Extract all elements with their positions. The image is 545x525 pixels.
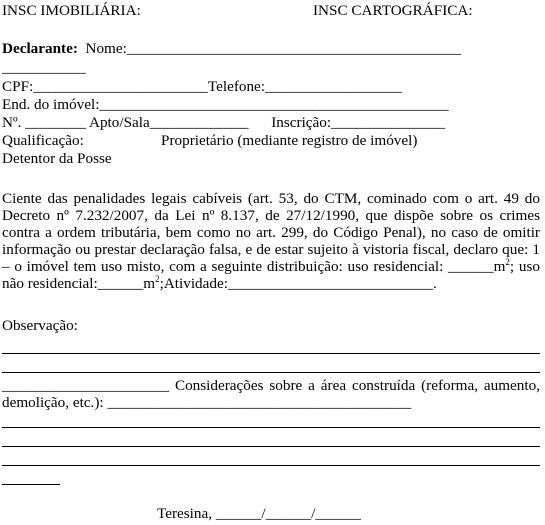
qualificacao-option-detentor[interactable]: Detentor da Posse — [2, 150, 112, 167]
m2-superscript: 2 — [505, 256, 510, 267]
endereco-line[interactable]: End. do imóvel:______________________________________________ — [2, 96, 449, 113]
qualificacao-option-proprietario[interactable]: Proprietário (mediante registro de imóvel) — [161, 132, 418, 149]
consideracoes-line[interactable] — [2, 427, 540, 428]
uso-nao-residencial-field[interactable]: ; uso não residencial:______m — [2, 258, 540, 292]
qualificacao-label: Qualificação: — [2, 132, 84, 149]
consideracoes-suffix-field[interactable]: ________________________________________ — [107, 394, 412, 411]
consideracoes-line[interactable] — [2, 465, 540, 466]
consideracoes-prefix-field[interactable]: ______________________ — [2, 377, 170, 394]
nome-field[interactable]: Nome:____________________________________________ — [77, 40, 461, 57]
observacao-line[interactable] — [2, 353, 540, 354]
ciente-text: Ciente das penalidades legais cabíveis (art. 53, do CTM, cominado com o art. 49 do Decreto nº 7.232/2007, da Lei nº 8.137, de 27/12/1990, que dispõe sobre os crimes contra a ordem tributária, bem como no art. 299, do Código Penal), no caso de omitir informação ou prestar declaração falsa, e de estar sujeito à vistoria fiscal, declaro que: 1 – o imóvel tem uso misto, com a seguinte distribuição: uso residencial: — [2, 190, 540, 275]
insc-imobiliaria-label: INSC IMOBILIÁRIA: — [2, 2, 141, 19]
local-data-line[interactable]: Teresina, ______/______/______ — [157, 505, 361, 522]
declaracao-paragraph — [2, 190, 540, 292]
consideracoes-paragraph — [2, 377, 540, 411]
insc-cartografica-label: INSC CARTOGRÁFICA: — [313, 2, 473, 19]
consideracoes-line[interactable] — [2, 446, 540, 447]
atividade-field[interactable]: ;Atividade:___________________________. — [159, 275, 437, 292]
consideracoes-line-short[interactable] — [2, 484, 60, 485]
observacao-line[interactable] — [2, 372, 540, 373]
cpf-telefone-line[interactable]: CPF:_______________________Telefone:__________________ — [2, 78, 402, 95]
numero-apto-inscricao-line[interactable]: Nº. ________ Apto/Sala_____________ Inscrição:_______________ — [2, 114, 446, 131]
m2-superscript: 2 — [155, 273, 160, 284]
declarante-label: Declarante: — [2, 40, 78, 57]
declarante-continuation[interactable]: ___________ — [2, 59, 86, 76]
declarante-line — [2, 40, 461, 57]
consideracoes-text: Considerações sobre a área construída (reforma, aumento, demolição, etc.): — [2, 377, 541, 411]
uso-residencial-field[interactable]: ______m — [443, 258, 506, 275]
observacao-label: Observação: — [2, 317, 78, 334]
